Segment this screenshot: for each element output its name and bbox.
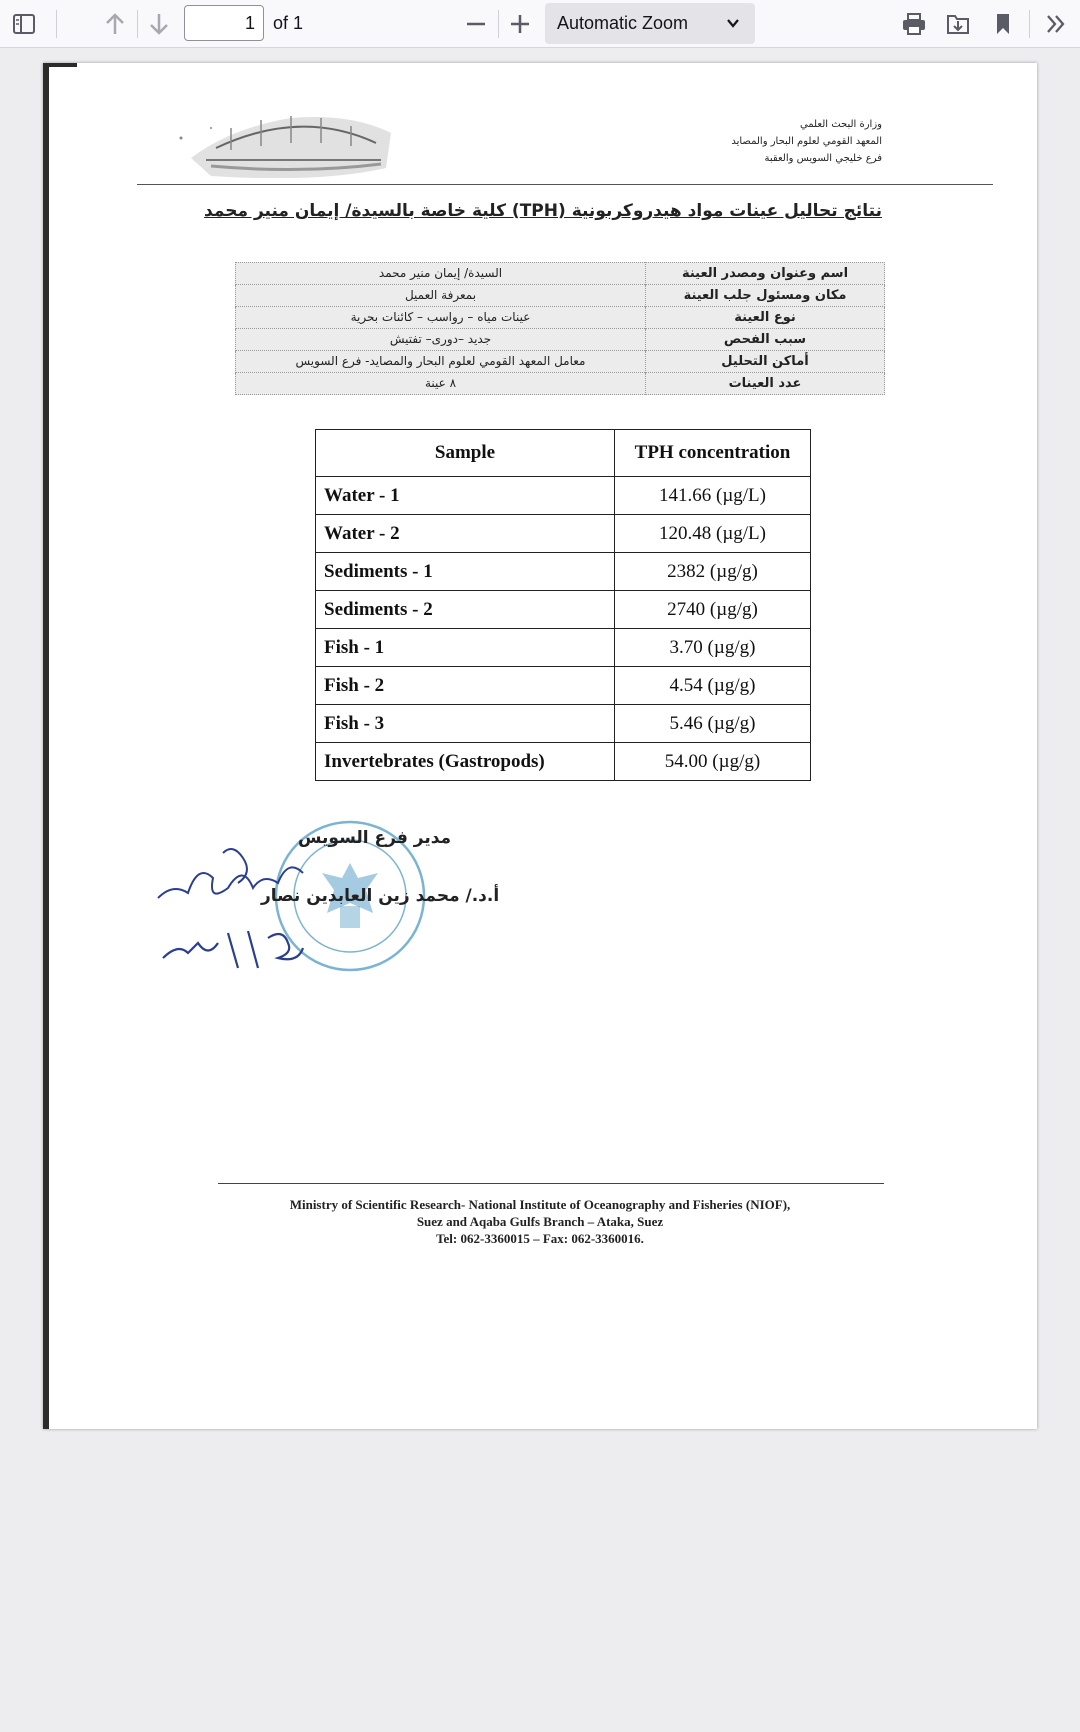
chevron-down-icon — [725, 15, 741, 35]
concentration-cell: 54.00 (µg/g) — [615, 743, 811, 781]
page-number-input[interactable]: 1 — [184, 5, 264, 41]
info-value: معامل المعهد القومي لعلوم البحار والمصايد- فرع السويس — [236, 351, 646, 373]
info-label: مكان ومسئول جلب العينة — [646, 285, 885, 307]
footer-line: Tel: 062-3360015 – Fax: 062-3360016. — [436, 1231, 644, 1246]
arrow-up-icon[interactable] — [97, 6, 133, 42]
handwritten-signature — [153, 843, 343, 1033]
table-row — [236, 373, 885, 395]
bookmark-icon[interactable] — [985, 6, 1021, 42]
concentration-cell: 3.70 (µg/g) — [615, 629, 811, 667]
table-row — [316, 477, 811, 515]
info-value: ٨ عينة — [236, 373, 646, 395]
signature-title: مدير فرع السويس — [298, 828, 452, 848]
pdf-toolbar — [0, 0, 1080, 48]
table-row — [236, 263, 885, 285]
table-row — [316, 553, 811, 591]
pdf-page — [43, 63, 1037, 1429]
zoom-select[interactable] — [545, 3, 755, 44]
print-icon[interactable] — [896, 6, 932, 42]
sidebar-toggle-icon[interactable] — [6, 6, 42, 42]
sample-cell: Sediments - 2 — [316, 591, 615, 629]
info-label: سبب الفحص — [646, 329, 885, 351]
concentration-cell: 2382 (µg/g) — [615, 553, 811, 591]
concentration-cell: 5.46 (µg/g) — [615, 705, 811, 743]
sample-info-table — [235, 262, 885, 395]
table-row — [236, 329, 885, 351]
info-label: نوع العينة — [646, 307, 885, 329]
footer-line: Ministry of Scientific Research- National Institute of Oceanography and Fisheries (NIOF), — [289, 1197, 791, 1212]
minus-icon[interactable] — [458, 6, 494, 42]
concentration-cell: 4.54 (µg/g) — [615, 667, 811, 705]
double-chevron-right-icon[interactable] — [1038, 6, 1074, 42]
table-row — [316, 591, 811, 629]
zoom-label: Automatic Zoom — [557, 13, 689, 33]
table-row — [236, 307, 885, 329]
document-title: نتائج تحاليل عينات مواد هيدروكربونية (TPH) كلية خاصة بالسيدة/ إيمان منير محمد — [204, 201, 882, 221]
signatory-name: أ.د./ محمد زين العابدين نصار — [261, 886, 500, 906]
footer-line: Suez and Aqaba Gulfs Branch – Ataka, Suez — [416, 1214, 664, 1229]
sample-cell: Fish - 3 — [316, 705, 615, 743]
sample-cell: Fish - 2 — [316, 667, 615, 705]
table-row — [316, 743, 811, 781]
tph-results-table — [315, 429, 811, 781]
page-count-label: of 1 — [273, 13, 304, 33]
info-value: السيدة/ إيمان منير محمد — [236, 263, 646, 285]
sample-cell: Water - 1 — [316, 477, 615, 515]
header-divider — [137, 184, 993, 185]
footer-divider — [218, 1183, 884, 1184]
concentration-cell: 2740 (µg/g) — [615, 591, 811, 629]
institute-logo — [171, 88, 421, 178]
concentration-cell: 141.66 (µg/L) — [615, 477, 811, 515]
info-label: عدد العينات — [646, 373, 885, 395]
arrow-down-icon[interactable] — [141, 6, 177, 42]
sample-cell: Water - 2 — [316, 515, 615, 553]
info-label: اسم وعنوان ومصدر العينة — [646, 263, 885, 285]
table-row — [316, 667, 811, 705]
table-row — [316, 515, 811, 553]
info-label: أماكن التحليل — [646, 351, 885, 373]
sample-cell: Fish - 1 — [316, 629, 615, 667]
scan-edge-top — [43, 63, 77, 67]
header-line: فرع خليجي السويس والعقبة — [764, 153, 882, 164]
sample-cell: Invertebrates (Gastropods) — [316, 743, 615, 781]
plus-icon[interactable] — [502, 6, 538, 42]
column-header: Sample — [316, 430, 615, 477]
header-line: وزارة البحث العلمي — [799, 119, 882, 130]
download-icon[interactable] — [940, 6, 976, 42]
table-row — [236, 285, 885, 307]
table-row — [316, 705, 811, 743]
info-value: بمعرفة العميل — [236, 285, 646, 307]
sample-cell: Sediments - 1 — [316, 553, 615, 591]
column-header: TPH concentration — [615, 430, 811, 477]
table-header-row — [316, 430, 811, 477]
table-row — [236, 351, 885, 373]
concentration-cell: 120.48 (µg/L) — [615, 515, 811, 553]
info-value: عينات مياه – رواسب – كائنات بحرية — [236, 307, 646, 329]
header-line: المعهد القومي لعلوم البحار والمصايد — [731, 136, 882, 147]
info-value: جديد –دورى– تفتيش — [236, 329, 646, 351]
table-row — [316, 629, 811, 667]
